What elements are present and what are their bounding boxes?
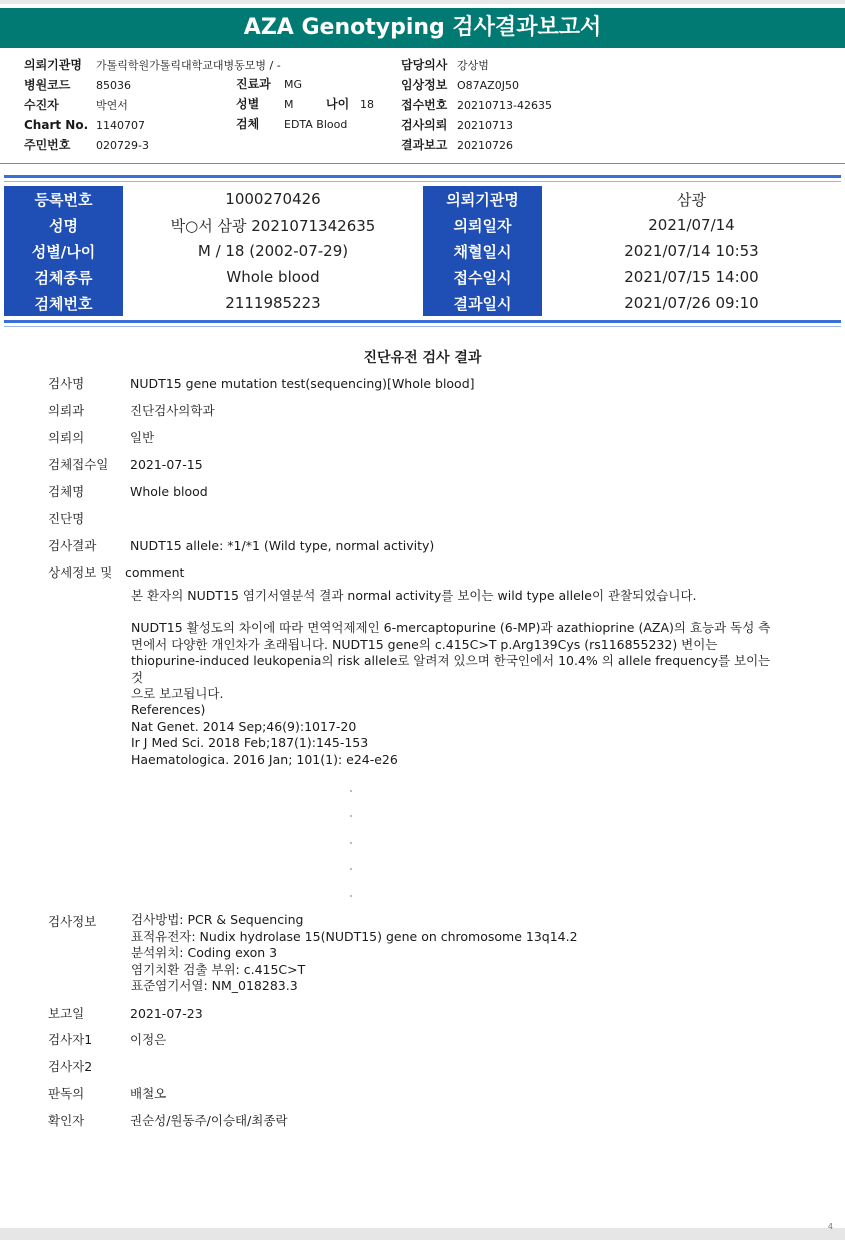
test-info-line: 검사방법: PCR & Sequencing (131, 912, 304, 927)
result-row-received (48, 455, 203, 473)
receipt-no-label: 접수번호 (401, 98, 448, 112)
footer-row-reader (48, 1084, 166, 1102)
comment-line: 으로 보고됩니다. (131, 686, 224, 701)
clinical-info-value: O87AZ0J50 (457, 79, 519, 92)
registration-table (4, 186, 841, 316)
attending-value: 강상범 (457, 59, 489, 72)
field-value: 일반 (130, 430, 155, 445)
resident-no-label: 주민번호 (24, 138, 71, 152)
scan-dot (350, 790, 352, 792)
page-mark: 4 (827, 1222, 833, 1231)
footer-row-tester2 (48, 1057, 130, 1075)
scan-dot (350, 868, 352, 870)
reg-value: 박○서 삼광 2021071342635 (123, 212, 423, 238)
result-row-diagnosis (48, 509, 130, 527)
reg-value: 2021/07/15 14:00 (542, 264, 841, 290)
hospital-label: 의뢰기관명 (24, 58, 82, 72)
age-value: 18 (360, 98, 374, 111)
table-row (4, 290, 841, 316)
reg-value: 2111985223 (123, 290, 423, 316)
result-row-result (48, 536, 434, 554)
reg-label: 의뢰일자 (423, 212, 542, 238)
footer-row-confirmer (48, 1111, 288, 1129)
test-info-label (48, 912, 130, 930)
table-row (4, 186, 841, 212)
blue-rule-top (4, 175, 841, 178)
request-date-value: 20210713 (457, 119, 513, 132)
field-value: 진단검사의학과 (130, 403, 215, 418)
reg-label: 의뢰기관명 (423, 186, 542, 212)
scan-dot (350, 815, 352, 817)
reg-label: 채혈일시 (423, 238, 542, 264)
reference-heading: References) (131, 702, 206, 717)
field-value: 2021-07-15 (130, 457, 203, 472)
sex-value: M (284, 98, 294, 111)
reg-label: 결과일시 (423, 290, 542, 316)
chart-no-value: 1140707 (96, 119, 145, 132)
field-label: 검체명 (48, 484, 85, 499)
table-row (4, 264, 841, 290)
age-label: 나이 (326, 97, 350, 111)
field-value: 이정은 (130, 1032, 167, 1047)
header-mid (236, 75, 374, 134)
request-date-label: 검사의뢰 (401, 118, 448, 132)
blue-rule-bottom (4, 320, 841, 323)
hospital-code-value: 85036 (96, 79, 131, 92)
field-value: Whole blood (130, 484, 208, 499)
references (131, 702, 781, 768)
field-label: 의뢰과 (48, 403, 85, 418)
reg-label: 성명 (4, 212, 123, 238)
footer-row-report-date (48, 1004, 203, 1022)
reg-label: 검체종류 (4, 264, 123, 290)
specimen-value: EDTA Blood (284, 118, 348, 131)
comment-paragraph-2 (131, 620, 781, 703)
reg-value: 삼광 (542, 186, 841, 212)
field-value: NUDT15 allele: *1/*1 (Wild type, normal activity) (130, 538, 435, 553)
scan-dot (350, 895, 352, 897)
reg-label: 검체번호 (4, 290, 123, 316)
result-row-specimen (48, 482, 208, 500)
field-label: 검사자1 (48, 1032, 93, 1047)
bottom-bar (0, 1222, 845, 1240)
result-row-dept (48, 401, 215, 419)
field-value: 권순성/원동주/이승태/최종락 (130, 1113, 288, 1128)
scan-dot (350, 842, 352, 844)
header-right (401, 56, 552, 155)
reg-label: 등록번호 (4, 186, 123, 212)
reference-item: Ir J Med Sci. 2018 Feb;187(1):145-153 (131, 735, 369, 750)
top-border (0, 0, 845, 4)
reg-value: Whole blood (123, 264, 423, 290)
field-value: NUDT15 gene mutation test(sequencing)[Whole blood] (130, 376, 475, 391)
field-label: 검사자2 (48, 1059, 93, 1074)
receipt-no-value: 20210713-42635 (457, 99, 552, 112)
reference-item: Haematologica. 2016 Jan; 101(1): e24-e26 (131, 751, 398, 767)
report-title: AZA Genotyping 검사결과보고서 (0, 8, 845, 48)
test-info-line: 표준염기서열: NM_018283.3 (131, 978, 298, 993)
comment-line: thiopurine-induced leukopenia의 risk allele로 알려져 있으며 한국인에서 10.4% 의 allele frequency를 보이는 것 (131, 653, 771, 685)
field-label: 보고일 (48, 1006, 85, 1021)
field-value: 배철오 (130, 1086, 167, 1101)
chart-no-label: Chart No. (24, 118, 89, 132)
test-info-line: 표적유전자: Nudix hydrolase 15(NUDT15) gene on chromosome 13q14.2 (131, 928, 578, 944)
dept-label: 진료과 (236, 77, 271, 91)
table-row (4, 212, 841, 238)
reg-value: 1000270426 (123, 186, 423, 212)
resident-no-value: 020729-3 (96, 139, 149, 152)
specimen-label: 검체 (236, 117, 260, 131)
field-label: 확인자 (48, 1113, 85, 1128)
report-date-label: 결과보고 (401, 138, 448, 152)
field-value: 2021-07-23 (130, 1006, 203, 1021)
comment-line: NUDT15 활성도의 차이에 따라 면역억제제인 6-mercaptopurine (6-MP)과 azathioprine (AZA)의 효능과 독성 측 (131, 620, 771, 635)
reg-label: 접수일시 (423, 264, 542, 290)
field-label: 판독의 (48, 1086, 85, 1101)
test-info-line: 염기치환 검출 부위: c.415C>T (131, 961, 306, 977)
comment-paragraph-1: 본 환자의 NUDT15 염기서열분석 결과 normal activity를 보이는 wild type allele이 관찰되었습니다. (131, 588, 697, 603)
test-info-line: 분석위치: Coding exon 3 (131, 945, 278, 960)
patient-value: 박연서 (96, 99, 128, 112)
field-label: 상세정보 및 (48, 565, 113, 580)
field-label: 검사명 (48, 376, 85, 391)
field-label: 검체접수일 (48, 457, 109, 472)
result-row-test-name (48, 374, 475, 392)
sex-label: 성별 (236, 97, 260, 111)
reg-label: 성별/나이 (4, 238, 123, 264)
header-divider (0, 163, 845, 164)
footer-row-tester1 (48, 1030, 166, 1048)
patient-label: 수진자 (24, 98, 59, 112)
reg-value: 2021/07/26 09:10 (542, 290, 841, 316)
result-row-doctor (48, 428, 154, 446)
dept-value: MG (284, 78, 303, 91)
test-info-lines (131, 912, 781, 995)
field-value: comment (125, 565, 185, 580)
section-title: 진단유전 검사 결과 (363, 350, 482, 366)
field-label: 검사결과 (48, 538, 97, 553)
field-label: 진단명 (48, 511, 85, 526)
attending-label: 담당의사 (401, 58, 448, 72)
table-row (4, 238, 841, 264)
reg-value: 2021/07/14 (542, 212, 841, 238)
report-date-value: 20210726 (457, 139, 513, 152)
comment-line: 면에서 다양한 개인차가 초래됩니다. NUDT15 gene의 c.415C>T p.Arg139Cys (rs116855232) 변이는 (131, 636, 718, 652)
hospital-value: 가톨릭학원가톨릭대학교대병동모병 / - (96, 59, 281, 72)
result-row-detail (48, 563, 184, 581)
blue-rule-top-thin (4, 181, 841, 182)
reg-value: 2021/07/14 10:53 (542, 238, 841, 264)
blue-rule-bottom-thin (4, 326, 841, 327)
clinical-info-label: 임상정보 (401, 78, 448, 92)
field-label: 검사정보 (48, 914, 97, 929)
reg-value: M / 18 (2002-07-29) (123, 238, 423, 264)
reference-item: Nat Genet. 2014 Sep;46(9):1017-20 (131, 718, 357, 734)
field-label: 의뢰의 (48, 430, 85, 445)
hospital-code-label: 병원코드 (24, 78, 71, 92)
